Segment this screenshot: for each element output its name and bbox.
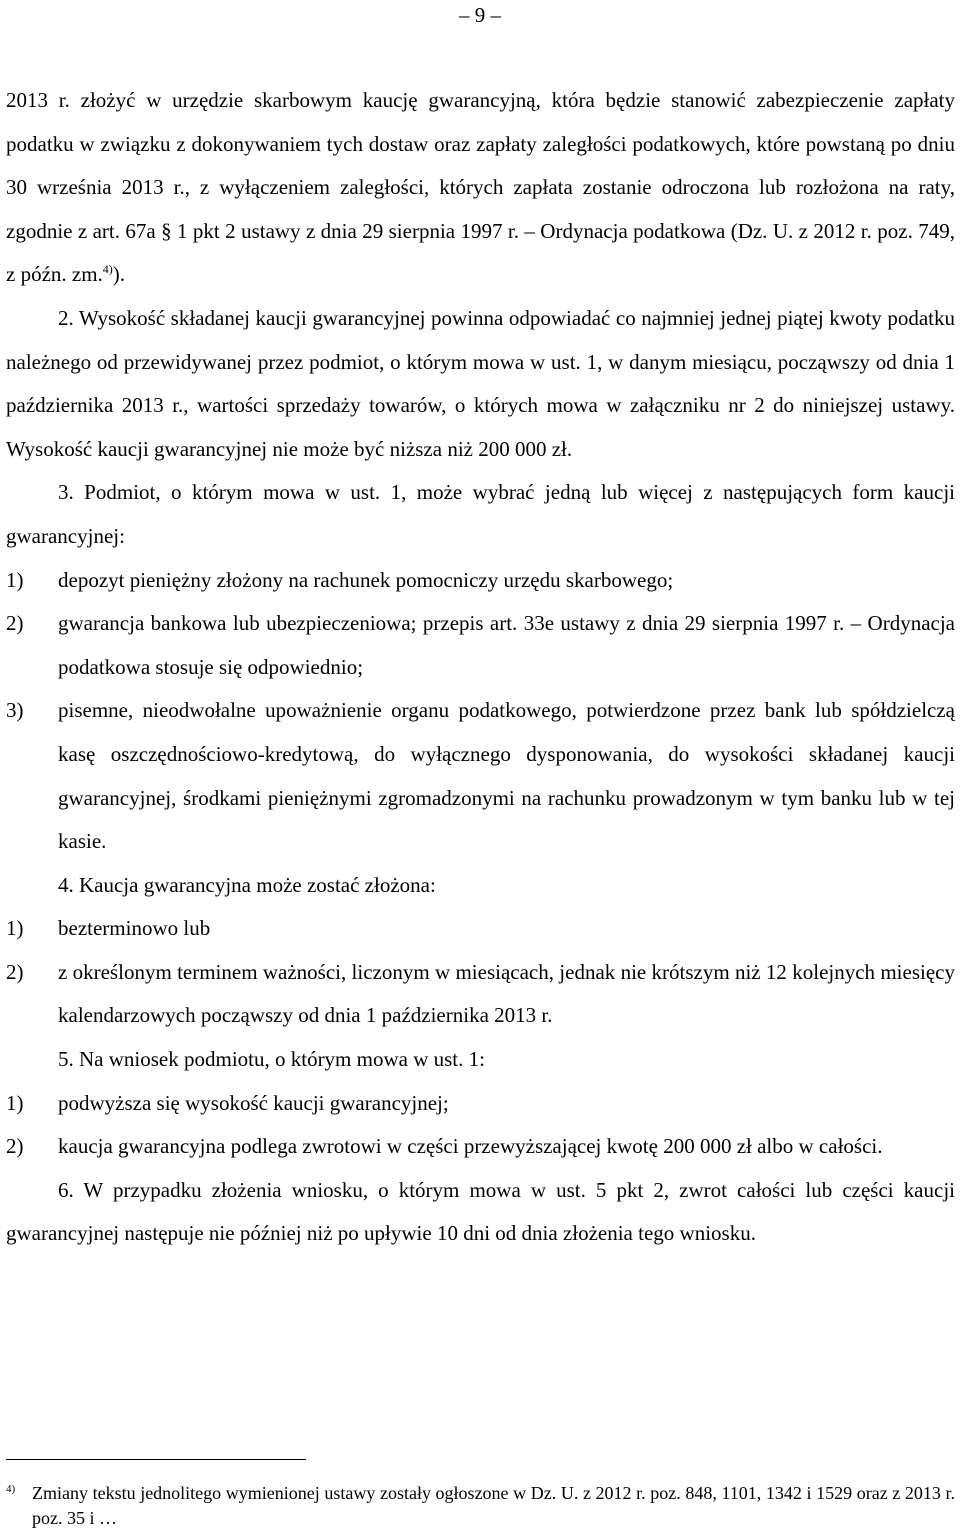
list-item-text: kaucja gwarancyjna podlega zwrotowi w części przewyższającej kwotę 200 000 zł albo w całości. (58, 1134, 883, 1159)
paragraph-3: 3. Podmiot, o którym mowa w ust. 1, może wybrać jedną lub więcej z następujących form kaucji gwarancyjnej: (6, 480, 955, 548)
list-item (6, 559, 955, 603)
list-item-number: 2) (6, 1134, 24, 1159)
list-item (6, 1125, 955, 1169)
footnote-text: Zmiany tekstu jednolitego wymienionej ustawy zostały ogłoszone w Dz. U. z 2012 r. poz. 848, 1101, 1342 i 1529 oraz z 2013 r. poz. 35 i … (32, 1483, 955, 1528)
list-item (6, 951, 955, 1038)
paragraph-6: 6. W przypadku złożenia wniosku, o którym mowa w ust. 5 pkt 2, zwrot całości lub części kaucji gwarancyjnej następuje nie później niż po upływie 10 dni od dnia złożenia tego wniosku. (6, 1177, 955, 1246)
page-number: – 9 – (459, 3, 501, 27)
continuation-end: ). (112, 262, 126, 287)
footnote (6, 1481, 955, 1531)
paragraph-continuation (6, 79, 955, 297)
list-item-text: depozyt pieniężny złożony na rachunek pomocniczy urzędu skarbowego; (58, 567, 674, 592)
list-item-text: z określonym terminem ważności, liczonym w miesiącach, jednak nie krótszym niż 12 kolejnych miesięcy kalendarzowych począwszy od dnia 1 października 2013 r. (58, 959, 955, 1028)
continuation-text: 2013 r. złożyć w urzędzie skarbowym kaucję gwarancyjną, która będzie stanowić zabezpieczenie zapłaty podatku w związku z dokonywaniem tych dostaw oraz zapłaty zaległości podatkowych, które powstaną po dniu 30 września 2013 r., z wyłączeniem zaległości, których zapłata zostanie odroczona lub rozłożona na raty, zgodnie z art. 67a § 1 pkt 2 ustawy z dnia 29 sierpnia 1997 r. – Ordynacja podatkowa (Dz. U. z 2012 r. poz. 749, z późn. zm. (6, 88, 955, 287)
footnote-mark: 4) (6, 1483, 16, 1495)
paragraph-5: 5. Na wniosek podmiotu, o którym mowa w ust. 1: (58, 1047, 485, 1072)
list-item-text: bezterminowo lub (58, 916, 211, 941)
list-item (6, 602, 955, 689)
list-item-text: gwarancja bankowa lub ubezpieczeniowa; przepis art. 33e ustawy z dnia 29 sierpnia 1997 r. – Ordynacja podatkowa stosuje się odpowiednio; (58, 611, 955, 679)
footnote-reference[interactable]: 4) (102, 262, 113, 277)
list-item (6, 907, 955, 951)
list-item-number: 2) (6, 611, 24, 636)
list-item-text: podwyższa się wysokość kaucji gwarancyjnej; (58, 1090, 449, 1115)
list-item-text: pisemne, nieodwołalne upoważnienie organu podatkowego, potwierdzone przez bank lub spółdzielczą kasę oszczędnościowo-kredytową, do wyłącznego dysponowania, do wysokości składanej kaucji gwarancyjnej, środkami pieniężnymi zgromadzonymi na rachunku prowadzonym w tym banku lub w tej kasie. (58, 698, 955, 854)
list-item (6, 1082, 955, 1126)
footnote-divider (6, 1459, 306, 1460)
paragraph-2: 2. Wysokość składanej kaucji gwarancyjnej powinna odpowiadać co najmniej jednej piątej kwoty podatku należnego od przewidywanej przez podmiot, o którym mowa w ust. 1, w danym miesiącu, począwszy od dnia 1 października 2013 r., wartości sprzedaży towarów, o których mowa w załączniku nr 2 do niniejszej ustawy. Wysokość kaucji gwarancyjnej nie może być niższa niż 200 000 zł. (6, 305, 955, 461)
list-item-number: 3) (6, 698, 24, 723)
list-item (6, 689, 955, 863)
paragraph-4: 4. Kaucja gwarancyjna może zostać złożona: (58, 872, 436, 897)
list-item-number: 1) (6, 567, 24, 592)
list-item-number: 2) (6, 959, 24, 984)
list-item-number: 1) (6, 916, 24, 941)
list-item-number: 1) (6, 1090, 24, 1115)
main-text (6, 79, 955, 1256)
